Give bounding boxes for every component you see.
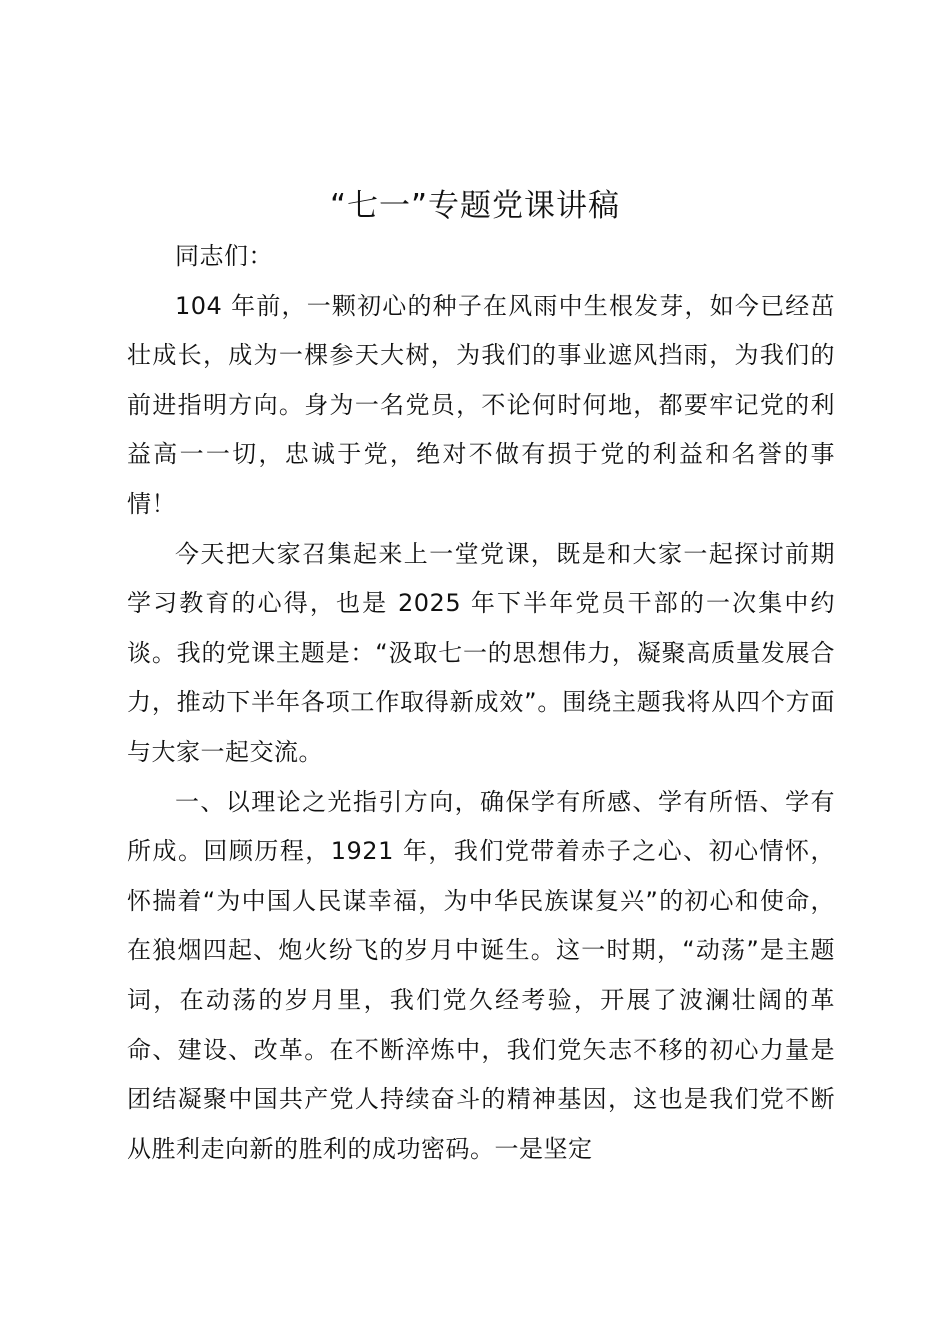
intro-paragraph: 104 年前，一颗初心的种子在风雨中生根发芽，如今已经茁壮成长，成为一棵参天大树，为我们的事业遮风挡雨，为我们的前进指明方向。身为一名党员，不论何时何地，都要牢记党的利益高一一切，忠诚于党，绝对不做有损于党的利益和名誉的事情！ (127, 291, 835, 518)
section-one-paragraph: 一、以理论之光指引方向，确保学有所感、学有所悟、学有所成。回顾历程，1921 年，我们党带着赤子之心、初心情怀，怀揣着“为中国人民谋幸福，为中华民族谋复兴”的初心和使命，在狼烟四起、炮火纷飞的岁月中诞生。这一时期，“动荡”是主题词，在动荡的岁月里，我们党久经考验，开展了波澜壮阔的革命、建设、改革。在不断淬炼中，我们党矢志不移的初心力量是团结凝聚中国共产党人持续奋斗的精神基因，这也是我们党不断从胜利走向新的胜利的成功密码。一是坚定 (127, 787, 835, 1163)
theme-paragraph: 今天把大家召集起来上一堂党课，既是和大家一起探讨前期学习教育的心得，也是 2025 年下半年党员干部的一次集中约谈。我的党课主题是：“汲取七一的思想伟力，凝聚高质量发展合力，推动下半年各项工作取得新成效”。围绕主题我将从四个方面与大家一起交流。 (127, 539, 835, 766)
document-body (127, 232, 835, 1174)
document-title: “七一”专题党课讲稿 (329, 188, 621, 224)
greeting-paragraph: 同志们： (175, 242, 273, 270)
